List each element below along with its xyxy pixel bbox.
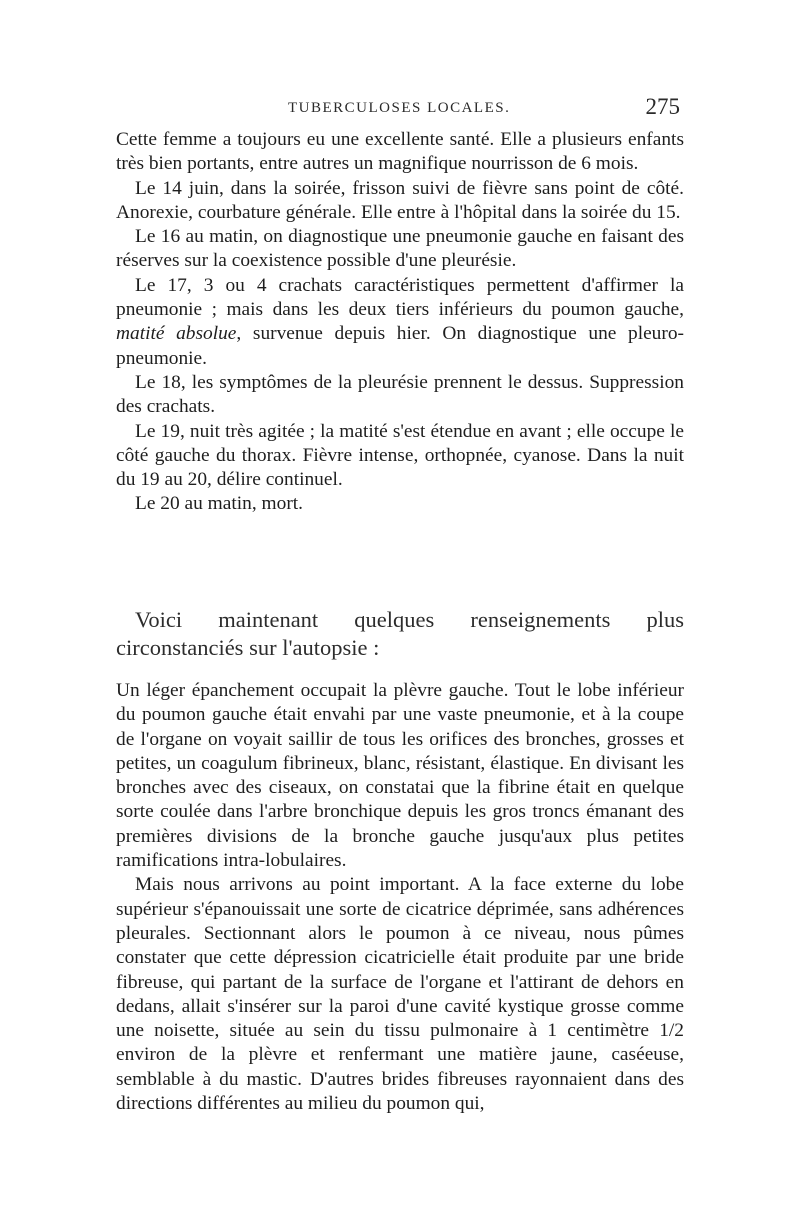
autopsy-heading <box>116 606 684 662</box>
paragraph: Mais nous arrivons au point important. A la face externe du lobe supérieur s'épanouissait une sorte de cicatrice déprimée, sans adhérences pleurales. Sectionnant alors le poumon à ce niveau, nous pûmes constater que cette dépression cicatricielle était produite par une bride fibreuse, qui partant de la surface de l'organe et l'attirant de dehors en dedans, allait s'insérer sur la paroi d'une cavité kystique grosse comme une noisette, située au sein du tissu pulmonaire à 1 centimètre 1/2 environ de la plèvre et renfermant une matière jaune, caséeuse, semblable à du mastic. D'autres brides fibreuses rayonnaient dans des directions différentes au milieu du poumon qui, <box>116 874 684 1115</box>
paragraph <box>116 274 684 371</box>
autopsy-report <box>116 679 684 1116</box>
italic-term: matité absolue <box>116 323 237 345</box>
paragraph: Le 20 au matin, mort. <box>135 493 304 515</box>
paragraph-text: , survenue depuis hier. On diagnostique une pleuro-pneumonie. <box>116 323 684 369</box>
paragraph: Le 18, les symptômes de la pleurésie prennent le dessus. Suppression des crachats. <box>116 371 684 418</box>
paragraph: Un léger épanchement occupait la plèvre gauche. Tout le lobe inférieur du poumon gauche était envahi par une vaste pneumonie, et à la coupe de l'organe on voyait saillir de tous les orifices des bronches, grosses et petites, un coagulum fibrineux, blanc, résistant, élastique. En divisant les bronches avec des ciseaux, on constatai que la fibrine était en quelque sorte coulée dans l'arbre bronchique depuis les gros troncs émanant des premières divisions de la bronche gauche jusqu'aux plus petites ramifications intra-lobulaires. <box>116 680 684 872</box>
page-header <box>116 94 680 124</box>
paragraph: Le 16 au matin, on diagnostique une pneumonie gauche en faisant des réserves sur la coexistence possible d'une pleurésie. <box>116 226 684 272</box>
heading-paragraph: Voici maintenant quelques renseignements plus circonstanciés sur l'autopsie : <box>116 607 684 660</box>
case-notes <box>116 128 684 517</box>
page-number: 275 <box>645 94 680 119</box>
paragraph-text: Le 17, 3 ou 4 crachats caractéristiques permettent d'affirmer la pneumonie ; mais dans les deux tiers inférieurs du poumon gauche, <box>116 274 684 321</box>
paragraph: Cette femme a toujours eu une excellente santé. Elle a plusieurs enfants très bien portants, entre autres un magnifique nourrisson de 6 mois. <box>116 129 684 175</box>
paragraph: Le 14 juin, dans la soirée, frisson suivi de fièvre sans point de côté. Anorexie, courbature générale. Elle entre à l'hôpital dans la soirée du 15. <box>116 177 684 223</box>
paragraph: Le 19, nuit très agitée ; la matité s'est étendue en avant ; elle occupe le côté gauche du thorax. Fièvre intense, orthopnée, cyanose. Dans la nuit du 19 au 20, délire continuel. <box>116 420 684 491</box>
running-title: TUBERCULOSES LOCALES. <box>288 100 511 116</box>
